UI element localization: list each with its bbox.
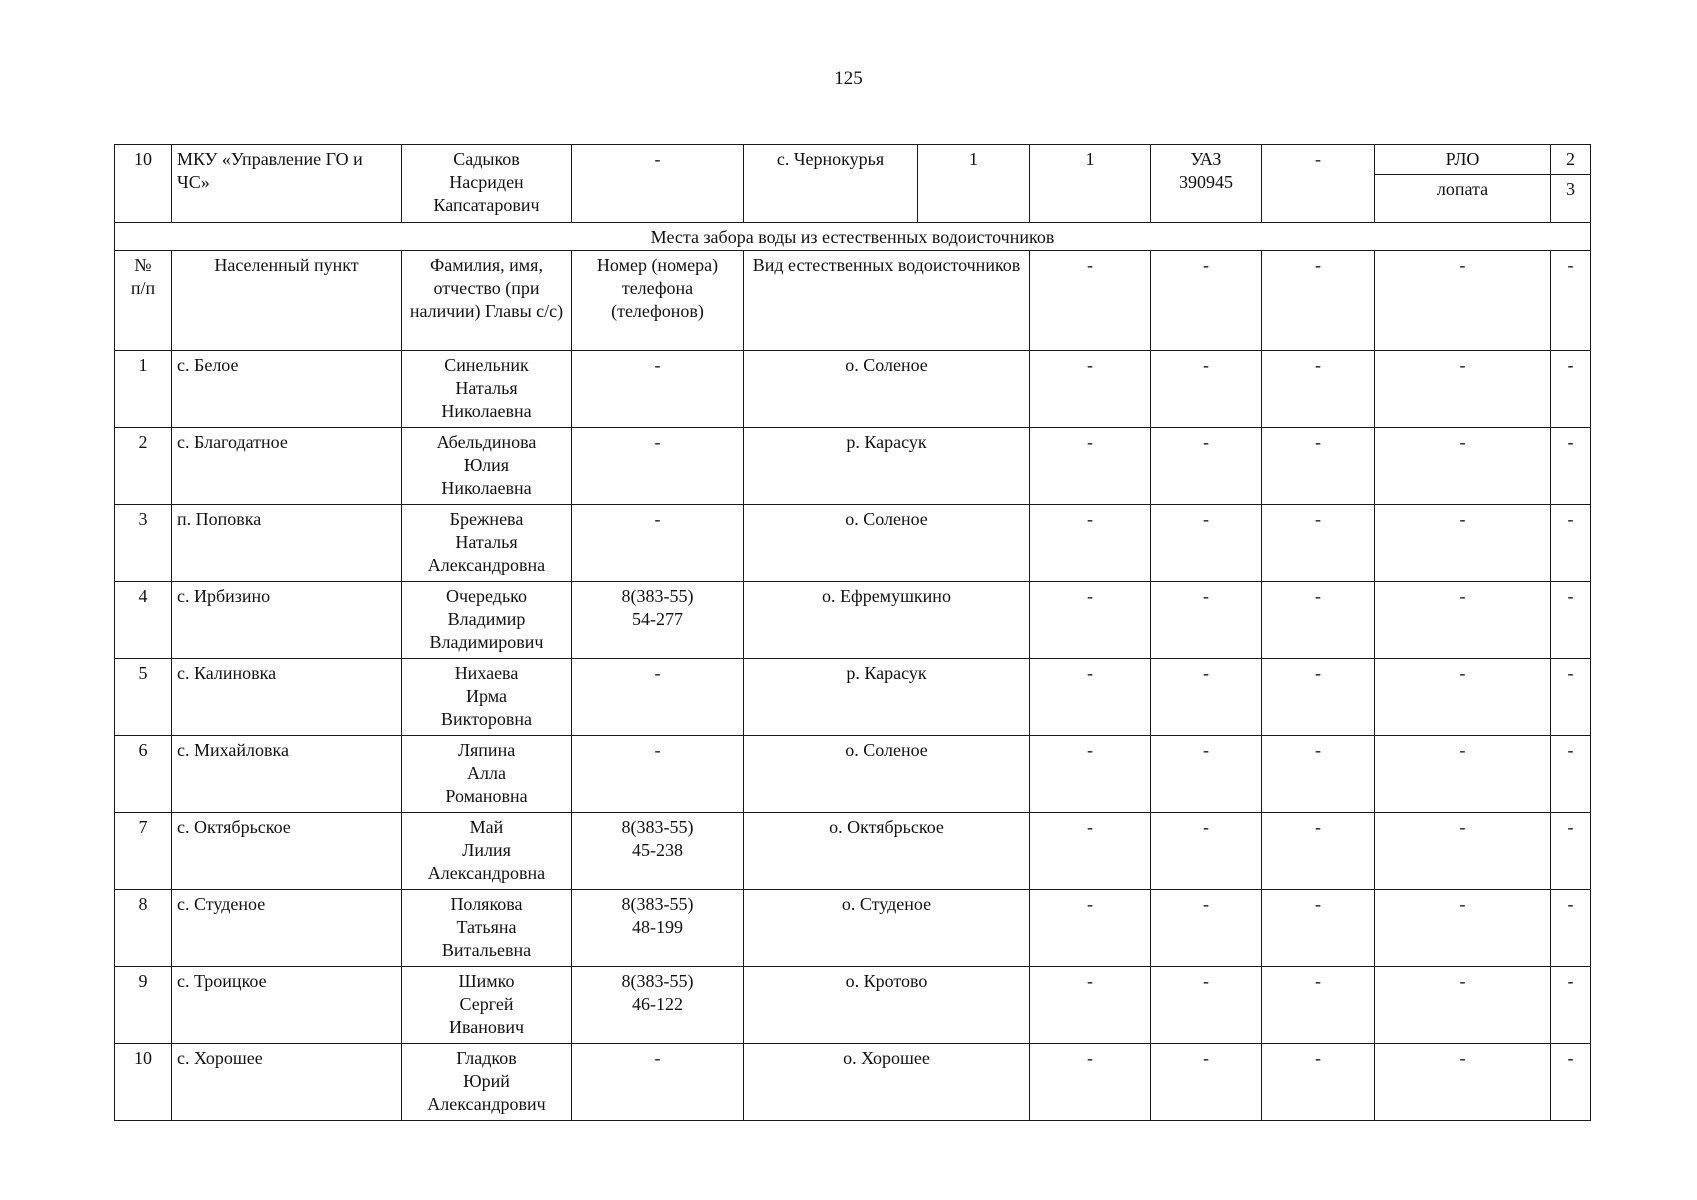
row-phone: 8(383-55) 54-277 <box>572 582 744 659</box>
row-dash: - <box>1262 890 1375 967</box>
row-source: р. Карасук <box>744 659 1030 736</box>
row-dash: - <box>1030 505 1151 582</box>
row-num: 6 <box>115 736 172 813</box>
row-dash: - <box>1551 505 1591 582</box>
equipment-name: РЛО <box>1375 145 1551 175</box>
row-phone: 8(383-55) 45-238 <box>572 813 744 890</box>
row-num: 7 <box>115 813 172 890</box>
row-head-name: Абельдинова Юлия Николаевна <box>402 428 572 505</box>
header-num: № п/п <box>115 251 172 351</box>
row-settlement: п. Поповка <box>172 505 402 582</box>
row-dash: - <box>1030 582 1151 659</box>
row-dash: - <box>1262 505 1375 582</box>
row-dash: - <box>1551 428 1591 505</box>
row-settlement: с. Калиновка <box>172 659 402 736</box>
row-dash: - <box>1030 659 1151 736</box>
row-dash: - <box>1262 1044 1375 1121</box>
top-row-person: Садыков Насриден Капсатарович <box>402 145 572 223</box>
row-dash: - <box>1151 351 1262 428</box>
row-num: 8 <box>115 890 172 967</box>
row-dash: - <box>1375 1044 1551 1121</box>
row-head-name: Очередько Владимир Владимирович <box>402 582 572 659</box>
top-row <box>115 145 1591 175</box>
row-head-name: Гладков Юрий Александрович <box>402 1044 572 1121</box>
row-source: о. Октябрьское <box>744 813 1030 890</box>
page-number: 125 <box>834 68 863 89</box>
row-dash: - <box>1151 659 1262 736</box>
table-row <box>115 890 1591 967</box>
row-dash: - <box>1151 582 1262 659</box>
row-head-name: Нихаева Ирма Викторовна <box>402 659 572 736</box>
row-settlement: с. Михайловка <box>172 736 402 813</box>
row-dash: - <box>1551 813 1591 890</box>
row-dash: - <box>1375 967 1551 1044</box>
table-row <box>115 659 1591 736</box>
row-dash: - <box>1375 505 1551 582</box>
row-settlement: с. Троицкое <box>172 967 402 1044</box>
row-phone: - <box>572 736 744 813</box>
row-dash: - <box>1151 1044 1262 1121</box>
table-row <box>115 967 1591 1044</box>
top-row-count2: 1 <box>1030 145 1151 223</box>
row-num: 3 <box>115 505 172 582</box>
equipment-name: лопата <box>1375 175 1551 223</box>
table-row <box>115 736 1591 813</box>
row-dash: - <box>1262 659 1375 736</box>
top-row-location: с. Чернокурья <box>744 145 918 223</box>
row-dash: - <box>1262 582 1375 659</box>
row-source: о. Соленое <box>744 736 1030 813</box>
row-dash: - <box>1151 813 1262 890</box>
row-dash: - <box>1375 890 1551 967</box>
row-phone: 8(383-55) 48-199 <box>572 890 744 967</box>
row-settlement: с. Студеное <box>172 890 402 967</box>
row-dash: - <box>1551 659 1591 736</box>
row-settlement: с. Хорошее <box>172 1044 402 1121</box>
header-row <box>115 251 1591 351</box>
row-dash: - <box>1375 351 1551 428</box>
row-dash: - <box>1375 659 1551 736</box>
table-row <box>115 505 1591 582</box>
header-dash: - <box>1262 251 1375 351</box>
row-source: о. Соленое <box>744 351 1030 428</box>
row-dash: - <box>1262 351 1375 428</box>
row-dash: - <box>1151 736 1262 813</box>
header-dash: - <box>1375 251 1551 351</box>
header-phone: Номер (номера) телефона (телефонов) <box>572 251 744 351</box>
row-phone: - <box>572 351 744 428</box>
row-head-name: Брежнева Наталья Александровна <box>402 505 572 582</box>
row-dash: - <box>1030 890 1151 967</box>
row-phone: - <box>572 428 744 505</box>
table-row <box>115 351 1591 428</box>
row-head-name: Ляпина Алла Романовна <box>402 736 572 813</box>
row-source: о. Студеное <box>744 890 1030 967</box>
header-source: Вид естественных водоисточников <box>744 251 1030 351</box>
row-head-name: Полякова Татьяна Витальевна <box>402 890 572 967</box>
row-dash: - <box>1262 813 1375 890</box>
row-settlement: с. Октябрьское <box>172 813 402 890</box>
row-phone: 8(383-55) 46-122 <box>572 967 744 1044</box>
header-head-name: Фамилия, имя, отчество (при наличии) Главы с/с) <box>402 251 572 351</box>
row-num: 2 <box>115 428 172 505</box>
row-dash: - <box>1262 967 1375 1044</box>
table-row <box>115 813 1591 890</box>
row-dash: - <box>1551 890 1591 967</box>
section-title: Места забора воды из естественных водоисточников <box>115 223 1591 251</box>
row-phone: - <box>572 505 744 582</box>
row-dash: - <box>1151 967 1262 1044</box>
row-num: 10 <box>115 1044 172 1121</box>
header-settlement: Населенный пункт <box>172 251 402 351</box>
row-dash: - <box>1151 890 1262 967</box>
row-settlement: с. Белое <box>172 351 402 428</box>
row-dash: - <box>1030 428 1151 505</box>
top-row-dash: - <box>1262 145 1375 223</box>
header-dash: - <box>1551 251 1591 351</box>
row-phone: - <box>572 659 744 736</box>
row-dash: - <box>1375 736 1551 813</box>
row-source: о. Хорошее <box>744 1044 1030 1121</box>
table-row <box>115 1044 1591 1121</box>
row-dash: - <box>1151 428 1262 505</box>
row-dash: - <box>1030 813 1151 890</box>
equipment-qty: 3 <box>1551 175 1591 223</box>
row-dash: - <box>1375 428 1551 505</box>
row-dash: - <box>1151 505 1262 582</box>
row-source: о. Кротово <box>744 967 1030 1044</box>
row-dash: - <box>1262 428 1375 505</box>
row-num: 4 <box>115 582 172 659</box>
row-settlement: с. Благодатное <box>172 428 402 505</box>
top-row-num: 10 <box>115 145 172 223</box>
row-num: 1 <box>115 351 172 428</box>
row-dash: - <box>1030 736 1151 813</box>
row-dash: - <box>1262 736 1375 813</box>
row-dash: - <box>1551 967 1591 1044</box>
row-num: 9 <box>115 967 172 1044</box>
row-dash: - <box>1551 1044 1591 1121</box>
section-row <box>115 223 1591 251</box>
row-dash: - <box>1375 582 1551 659</box>
row-dash: - <box>1551 736 1591 813</box>
row-settlement: с. Ирбизино <box>172 582 402 659</box>
top-row-vehicle: УАЗ 390945 <box>1151 145 1262 223</box>
top-row-phone: - <box>572 145 744 223</box>
table-body <box>115 145 1591 1121</box>
row-source: о. Соленое <box>744 505 1030 582</box>
row-head-name: Май Лилия Александровна <box>402 813 572 890</box>
header-dash: - <box>1151 251 1262 351</box>
row-dash: - <box>1551 351 1591 428</box>
row-dash: - <box>1030 967 1151 1044</box>
equipment-qty: 2 <box>1551 145 1591 175</box>
row-head-name: Синельник Наталья Николаевна <box>402 351 572 428</box>
row-source: о. Ефремушкино <box>744 582 1030 659</box>
row-num: 5 <box>115 659 172 736</box>
row-phone: - <box>572 1044 744 1121</box>
row-source: р. Карасук <box>744 428 1030 505</box>
row-dash: - <box>1030 351 1151 428</box>
water-sources-table <box>114 144 1591 1121</box>
row-head-name: Шимко Сергей Иванович <box>402 967 572 1044</box>
row-dash: - <box>1030 1044 1151 1121</box>
top-row-count1: 1 <box>918 145 1030 223</box>
row-dash: - <box>1551 582 1591 659</box>
table-row <box>115 428 1591 505</box>
header-dash: - <box>1030 251 1151 351</box>
top-row-org: МКУ «Управление ГО и ЧС» <box>172 145 402 223</box>
row-dash: - <box>1375 813 1551 890</box>
table-row <box>115 582 1591 659</box>
